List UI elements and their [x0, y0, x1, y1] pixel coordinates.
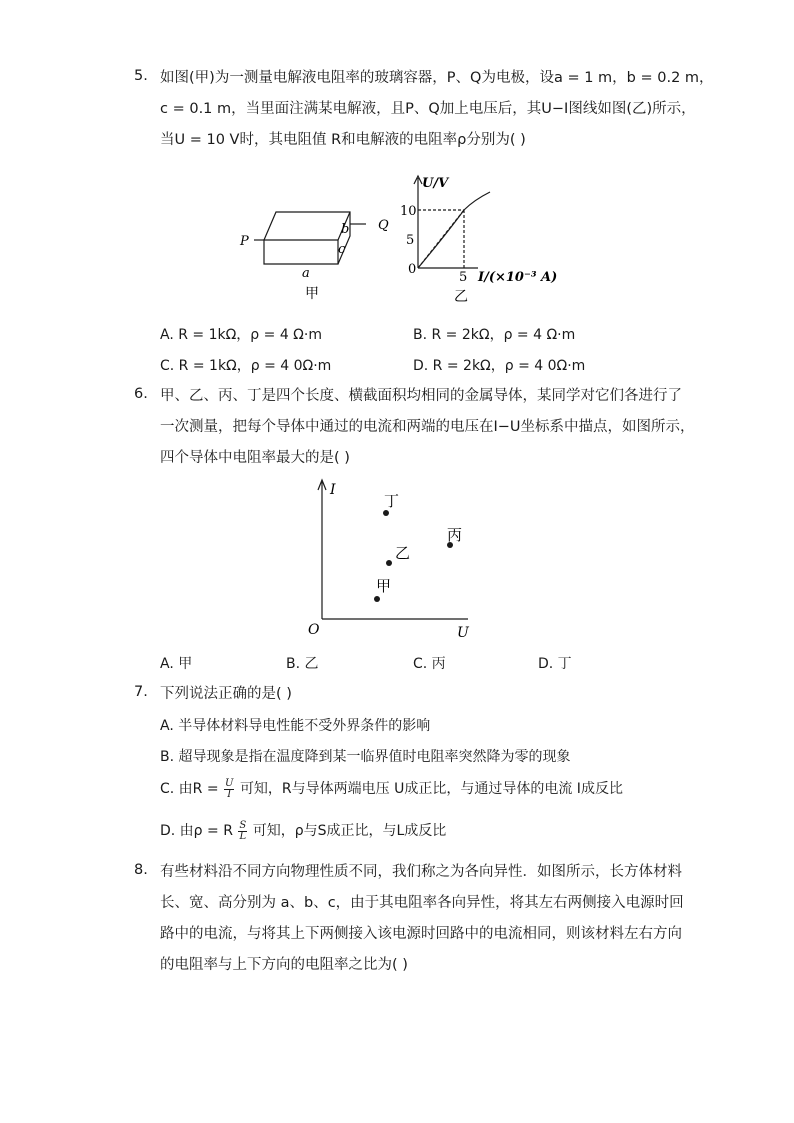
q8-stem-line1: 有些材料沿不同方向物理性质不同，我们称之为各向异性．如图所示，长方体材料 — [160, 864, 682, 880]
label-yi: 乙 — [395, 544, 411, 562]
q7-d-fraction — [238, 821, 247, 842]
q8-stem-line3: 路中的电流，与将其上下两侧接入该电源时回路中的电流相同，则该材料左右方向 — [160, 926, 682, 942]
q5-stem-line2: c = 0.1 m，当里面注满某电解液，且P、Q加上电压后，其U−I图线如图(乙)所示， — [160, 101, 696, 117]
box-front-face — [264, 240, 338, 264]
label-c: c — [338, 242, 346, 257]
label-p: P — [240, 234, 249, 249]
q7-option-c[interactable] — [160, 778, 623, 800]
label-bing: 丙 — [447, 526, 463, 544]
label-q: Q — [378, 218, 389, 233]
graph-ylabel: I — [330, 482, 336, 498]
label-a: a — [302, 266, 310, 281]
tick-y5: 5 — [406, 233, 415, 248]
q6-option-d[interactable]: D. 丁 — [538, 656, 572, 672]
q6-option-c[interactable]: C. 丙 — [413, 656, 446, 672]
q5-option-a[interactable]: A. R = 1kΩ，ρ = 4 Ω·m — [160, 327, 322, 343]
yi-ylabel: U/V — [422, 176, 449, 191]
label-jia: 甲 — [376, 577, 392, 595]
q7-c-suffix: 可知，R与导体两端电压 U成正比，与通过导体的电流 I成反比 — [239, 781, 623, 797]
q5-number: 5. — [134, 68, 148, 84]
q5-figure-jia — [232, 200, 400, 305]
q6-stem-line2: 一次测量，把每个导体中通过的电流和两端的电压在I−U坐标系中描点，如图所示， — [160, 419, 695, 435]
graph-xlabel: U — [457, 625, 469, 641]
q5-stem-line3: 当U = 10 V时，其电阻值 R和电解液的电阻率ρ分别为( ) — [160, 132, 526, 148]
q6-number: 6. — [134, 386, 148, 402]
q7-d-suffix: 可知，ρ与S成正比，与L成反比 — [252, 823, 447, 839]
label-b: b — [341, 222, 350, 237]
q6-iu-graph — [300, 474, 480, 644]
point-jia — [374, 596, 380, 602]
q5-option-c[interactable]: C. R = 1kΩ，ρ = 4 0Ω·m — [160, 358, 332, 374]
q5-option-b[interactable]: B. R = 2kΩ，ρ = 4 Ω·m — [413, 327, 576, 343]
caption-jia: 甲 — [305, 286, 319, 302]
tick-x5: 5 — [459, 270, 468, 285]
q7-d-denominator: L — [239, 830, 247, 842]
q5-figure-yi — [398, 170, 568, 310]
tick-origin: 0 — [408, 262, 417, 277]
graph-origin: O — [308, 622, 320, 638]
q6-stem-line1: 甲、乙、丙、丁是四个长度、横截面积均相同的金属导体，某同学对它们各进行了 — [160, 388, 682, 404]
secant-line — [418, 210, 464, 268]
tick-y10: 10 — [400, 204, 417, 219]
q7-option-a[interactable]: A. 半导体材料导电性能不受外界条件的影响 — [160, 718, 431, 734]
q6-stem-line3: 四个导体中电阻率最大的是( ) — [160, 450, 350, 466]
point-ding — [383, 510, 389, 516]
q8-stem-line4: 的电阻率与上下方向的电阻率之比为( ) — [160, 957, 408, 973]
q7-number: 7. — [134, 684, 148, 700]
yi-xlabel: I/(×10⁻³ A) — [478, 270, 558, 285]
q8-stem-line2: 长、宽、高分别为 a、b、c，由于其电阻率各向异性，将其左右两侧接入电源时回 — [160, 895, 684, 911]
label-ding: 丁 — [384, 492, 400, 510]
q5-option-d[interactable]: D. R = 2kΩ，ρ = 4 0Ω·m — [413, 358, 586, 374]
q6-option-a[interactable]: A. 甲 — [160, 656, 193, 672]
q7-d-prefix: D. 由ρ = R — [160, 823, 233, 839]
q7-c-numerator: U — [225, 777, 234, 789]
u-i-curve — [418, 192, 490, 268]
q7-option-b[interactable]: B. 超导现象是指在温度降到某一临界值时电阻率突然降为零的现象 — [160, 749, 571, 765]
q7-option-d[interactable] — [160, 820, 446, 842]
caption-yi: 乙 — [454, 289, 468, 305]
point-yi — [386, 560, 392, 566]
q7-c-fraction — [224, 779, 234, 800]
q7-stem: 下列说法正确的是( ) — [160, 686, 292, 702]
q5-stem-line1: 如图(甲)为一测量电解液电阻率的玻璃容器，P、Q为电极，设a = 1 m，b = 0.2 m， — [160, 70, 714, 86]
q7-c-denominator: I — [227, 788, 232, 800]
q8-number: 8. — [134, 862, 148, 878]
q6-option-b[interactable]: B. 乙 — [286, 656, 319, 672]
q7-d-numerator: S — [239, 819, 247, 831]
q7-c-prefix: C. 由R = — [160, 781, 219, 797]
